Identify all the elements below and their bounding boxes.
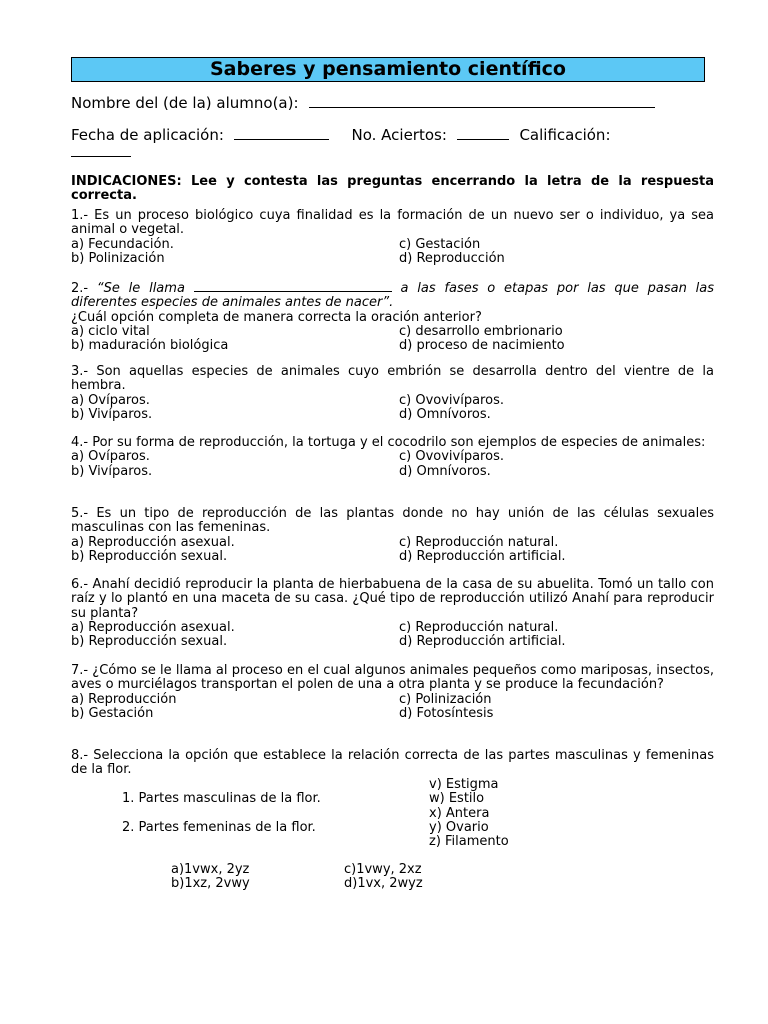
question-2-quote-end: a las fases o etapas por las que pasan las diferentes especies de animales antes de nacer”. xyxy=(71,281,714,311)
question-7-text: 7.- ¿Cómo se le llama al proceso en el cual algunos animales pequeños como mariposas, insectos, aves o murciélagos transportan el polen de una a otra planta y se produce la fecundación? xyxy=(71,663,714,693)
question-7 xyxy=(71,664,714,721)
question-2-number: 2.- xyxy=(71,281,89,296)
q8-left-empty xyxy=(71,835,429,849)
option-a[interactable]: a) Fecundación. xyxy=(71,236,174,252)
option-b[interactable]: b) Gestación xyxy=(71,705,154,721)
question-8-text: 8.- Selecciona la opción que establece la relación correcta de las partes masculinas y femeninas de la flor. xyxy=(71,748,714,778)
q8-answers-row-1 xyxy=(171,863,423,877)
question-2-options-row-1 xyxy=(71,325,714,339)
option-b[interactable]: b) maduración biológica xyxy=(71,338,229,354)
option-d[interactable]: d) proceso de nacimiento xyxy=(399,338,565,354)
question-5-options-row-1 xyxy=(71,536,714,550)
q8-option-x: x) Antera xyxy=(429,805,490,821)
option-c[interactable]: c) Ovovivíparos. xyxy=(399,449,504,465)
page-title-text: Saberes y pensamiento científico xyxy=(210,58,566,80)
option-c[interactable]: c) Reproducción natural. xyxy=(399,534,559,550)
question-2-question: ¿Cuál opción completa de manera correcta la oración anterior? xyxy=(71,309,482,325)
instructions: INDICACIONES: Lee y contesta las preguntas encerrando la letra de la respuesta correcta. xyxy=(71,174,714,204)
option-a[interactable]: a) Reproducción asexual. xyxy=(71,619,235,635)
option-c[interactable]: c)1vwy, 2xz xyxy=(344,862,422,877)
option-d[interactable]: d)1vx, 2wyz xyxy=(344,876,423,892)
date-label: Fecha de aplicación: xyxy=(71,126,224,144)
option-d[interactable]: d) Omnívoros. xyxy=(399,406,491,422)
name-blank[interactable] xyxy=(309,93,655,108)
question-1-options-row-2 xyxy=(71,252,714,266)
option-c[interactable]: c) Polinización xyxy=(399,691,492,707)
calificacion-blank[interactable] xyxy=(71,142,131,157)
option-b[interactable]: b) Reproducción sexual. xyxy=(71,634,228,650)
question-7-options-row-1 xyxy=(71,693,714,707)
question-2-statement xyxy=(71,280,714,311)
option-b[interactable]: b)1xz, 2vwy xyxy=(171,876,250,892)
aciertos-blank[interactable] xyxy=(457,125,509,140)
option-a[interactable]: a) ciclo vital xyxy=(71,323,150,339)
question-3-options-row-2 xyxy=(71,408,714,422)
option-c[interactable]: c) desarrollo embrionario xyxy=(399,323,563,339)
option-a[interactable]: a) Reproducción asexual. xyxy=(71,534,235,550)
q8-row-2 xyxy=(71,792,714,806)
calificacion-label: Calificación: xyxy=(519,126,611,144)
question-6 xyxy=(71,578,714,649)
q8-masculine-item: 1. Partes masculinas de la flor. xyxy=(122,791,321,807)
question-6-options-row-1 xyxy=(71,621,714,635)
option-a[interactable]: a) Ovíparos. xyxy=(71,449,150,465)
option-a[interactable]: a) Reproducción xyxy=(71,691,177,707)
q8-option-v: v) Estigma xyxy=(429,777,499,792)
question-3 xyxy=(71,365,714,422)
question-3-options-row-1 xyxy=(71,394,714,408)
question-1-options-row-1 xyxy=(71,238,714,252)
aciertos-label: No. Aciertos: xyxy=(351,126,447,144)
question-8-matching xyxy=(71,778,714,849)
calificacion-blank-row xyxy=(71,142,131,161)
option-d[interactable]: d) Reproducción artificial. xyxy=(399,548,566,564)
question-6-options-row-2 xyxy=(71,635,714,649)
q8-option-w: w) Estilo xyxy=(429,791,485,807)
option-a[interactable]: a) Ovíparos. xyxy=(71,392,150,408)
date-field-row xyxy=(71,125,611,144)
q8-row-3 xyxy=(71,807,714,821)
q8-row-1 xyxy=(71,778,714,792)
question-2-quote-start: “Se le llama xyxy=(96,281,185,296)
option-d[interactable]: d) Reproducción xyxy=(399,250,505,266)
date-blank[interactable] xyxy=(234,125,329,140)
q8-feminine-item: 2. Partes femeninas de la flor. xyxy=(122,819,316,835)
q8-row-4 xyxy=(71,821,714,835)
question-8-answers xyxy=(171,863,423,892)
name-label: Nombre del (de la) alumno(a): xyxy=(71,94,299,112)
question-2 xyxy=(71,280,714,353)
q8-row-5 xyxy=(71,835,714,849)
question-4-text: 4.- Por su forma de reproducción, la tortuga y el cocodrilo son ejemplos de especies de animales: xyxy=(71,435,706,450)
option-a[interactable]: a)1vwx, 2yz xyxy=(171,862,250,877)
page-title xyxy=(71,57,705,82)
question-7-options-row-2 xyxy=(71,707,714,721)
q8-answers-row-2 xyxy=(171,877,423,891)
option-b[interactable]: b) Reproducción sexual. xyxy=(71,548,228,564)
q8-option-z: z) Filamento xyxy=(429,834,509,850)
question-4-options-row-1 xyxy=(71,450,714,464)
q8-left-empty xyxy=(71,778,429,792)
question-1 xyxy=(71,209,714,266)
option-d[interactable]: d) Omnívoros. xyxy=(399,463,491,479)
option-d[interactable]: d) Reproducción artificial. xyxy=(399,634,566,650)
option-c[interactable]: c) Ovovivíparos. xyxy=(399,392,504,408)
question-2-options-row-2 xyxy=(71,339,714,353)
option-c[interactable]: c) Gestación xyxy=(399,236,481,252)
option-b[interactable]: b) Vivíparos. xyxy=(71,406,153,422)
question-1-text: 1.- Es un proceso biológico cuya finalidad es la formación de un nuevo ser o individuo, ya sea animal o vegetal. xyxy=(71,208,714,238)
option-b[interactable]: b) Vivíparos. xyxy=(71,463,153,479)
name-field-row xyxy=(71,93,655,112)
question-4 xyxy=(71,436,714,479)
question-4-options-row-2 xyxy=(71,465,714,479)
q8-left-empty xyxy=(71,807,429,821)
question-2-blank[interactable] xyxy=(194,280,392,292)
question-5-options-row-2 xyxy=(71,550,714,564)
q8-option-y: y) Ovario xyxy=(429,819,489,835)
question-5 xyxy=(71,507,714,564)
question-5-text: 5.- Es un tipo de reproducción de las plantas donde no hay unión de las células sexuales masculinas con las femeninas. xyxy=(71,506,714,536)
question-6-text: 6.- Anahí decidió reproducir la planta de hierbabuena de la casa de su abuelita. Tomó un tallo con raíz y lo plantó en una maceta de su casa. ¿Qué tipo de reproducción utilizó Anahí para reproducir su planta? xyxy=(71,577,714,621)
option-c[interactable]: c) Reproducción natural. xyxy=(399,619,559,635)
option-d[interactable]: d) Fotosíntesis xyxy=(399,705,494,721)
question-3-text: 3.- Son aquellas especies de animales cuyo embrión se desarrolla dentro del vientre de la hembra. xyxy=(71,364,714,394)
option-b[interactable]: b) Polinización xyxy=(71,250,165,266)
